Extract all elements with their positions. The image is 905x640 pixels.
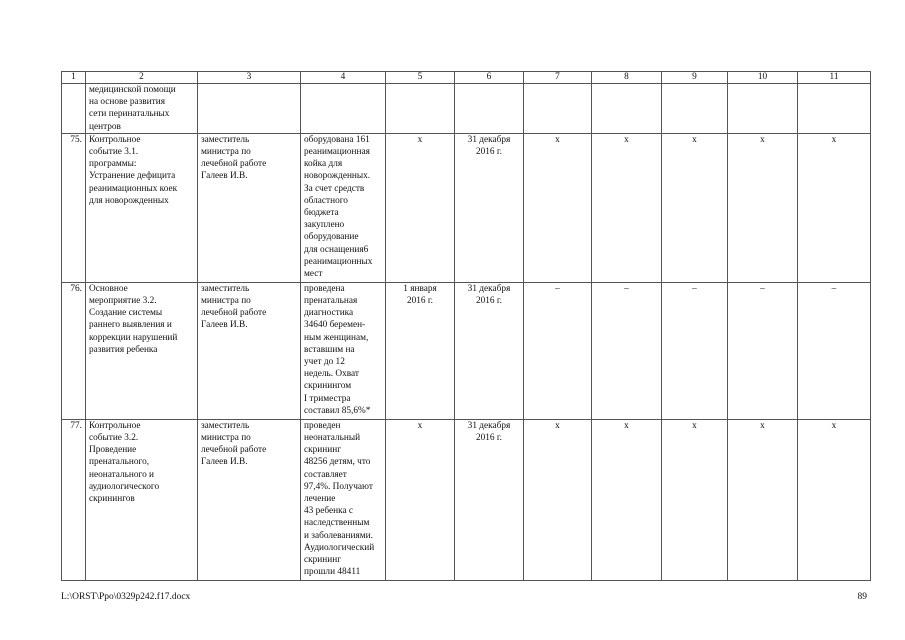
end-date: 31 декабря 2016 г. [455,419,524,580]
header-col-6: 6 [455,72,524,84]
col-9-value: х [662,419,728,580]
continuation-col11 [798,84,871,134]
expected-result: проведена пренатальная диагностика 34640 беремен- ным женщинам, вставшим на учет до 12 недель. Охват скринингом I триместра составил 85,6%* [301,282,386,419]
header-col-4: 4 [301,72,386,84]
col-10-value: х [728,419,798,580]
col-9-value: – [662,282,728,419]
col-8-value: х [592,133,662,282]
continuation-col6 [455,84,524,134]
table-row [62,282,871,419]
continuation-col9 [662,84,728,134]
col-11-value: х [798,133,871,282]
col-7-value: – [524,282,592,419]
col-8-value: – [592,282,662,419]
continuation-col8 [592,84,662,134]
header-col-3: 3 [198,72,301,84]
start-date: х [386,419,455,580]
header-row [62,72,871,84]
event-name: Контрольное событие 3.1. программы: Устранение дефицита реанимационных коек для новорожденных [86,133,198,282]
start-date: х [386,133,455,282]
table-row [62,133,871,282]
end-date: 31 декабря 2016 г. [455,133,524,282]
expected-result: оборудована 161 реанимационная койка для новорожденных. За счет средств областного бюджета закуплено оборудование для оснащения6 реанимационных мест [301,133,386,282]
responsible-person: заместитель министра по лечебной работе Галеев И.В. [198,282,301,419]
expected-result: проведен неонатальный скрининг 48256 детям, что составляет 97,4%. Получают лечение 43 ребенка с наследственным и заболеваниями. Аудиологический скрининг прошли 48411 [301,419,386,580]
continuation-num [62,84,86,134]
continuation-col5 [386,84,455,134]
page-number: 89 [857,592,867,602]
header-col-8: 8 [592,72,662,84]
continuation-name: медицинской помощи на основе развития сети перинатальных центров [86,84,198,134]
col-10-value: х [728,133,798,282]
continuation-row [62,84,871,134]
event-name: Контрольное событие 3.2. Проведение пренатального, неонатального и аудиологического скринингов [86,419,198,580]
col-7-value: х [524,419,592,580]
header-col-2: 2 [86,72,198,84]
row-number: 75. [62,133,86,282]
start-date: 1 января 2016 г. [386,282,455,419]
col-11-value: – [798,282,871,419]
event-name: Основное мероприятие 3.2. Создание системы раннего выявления и коррекции нарушений развития ребенка [86,282,198,419]
col-7-value: х [524,133,592,282]
continuation-col4 [301,84,386,134]
continuation-col3 [198,84,301,134]
continuation-col10 [728,84,798,134]
row-number: 77. [62,419,86,580]
header-col-10: 10 [728,72,798,84]
header-col-1: 1 [62,72,86,84]
footer-file-path: L:\ORST\Ppo\0329p242.f17.docx [61,592,191,602]
col-9-value: х [662,133,728,282]
row-number: 76. [62,282,86,419]
col-11-value: х [798,419,871,580]
header-col-9: 9 [662,72,728,84]
table-row [62,419,871,580]
header-col-5: 5 [386,72,455,84]
responsible-person: заместитель министра по лечебной работе Галеев И.В. [198,419,301,580]
col-10-value: – [728,282,798,419]
header-col-7: 7 [524,72,592,84]
program-table [61,71,871,581]
col-8-value: х [592,419,662,580]
continuation-col7 [524,84,592,134]
header-col-11: 11 [798,72,871,84]
end-date: 31 декабря 2016 г. [455,282,524,419]
responsible-person: заместитель министра по лечебной работе Галеев И.В. [198,133,301,282]
